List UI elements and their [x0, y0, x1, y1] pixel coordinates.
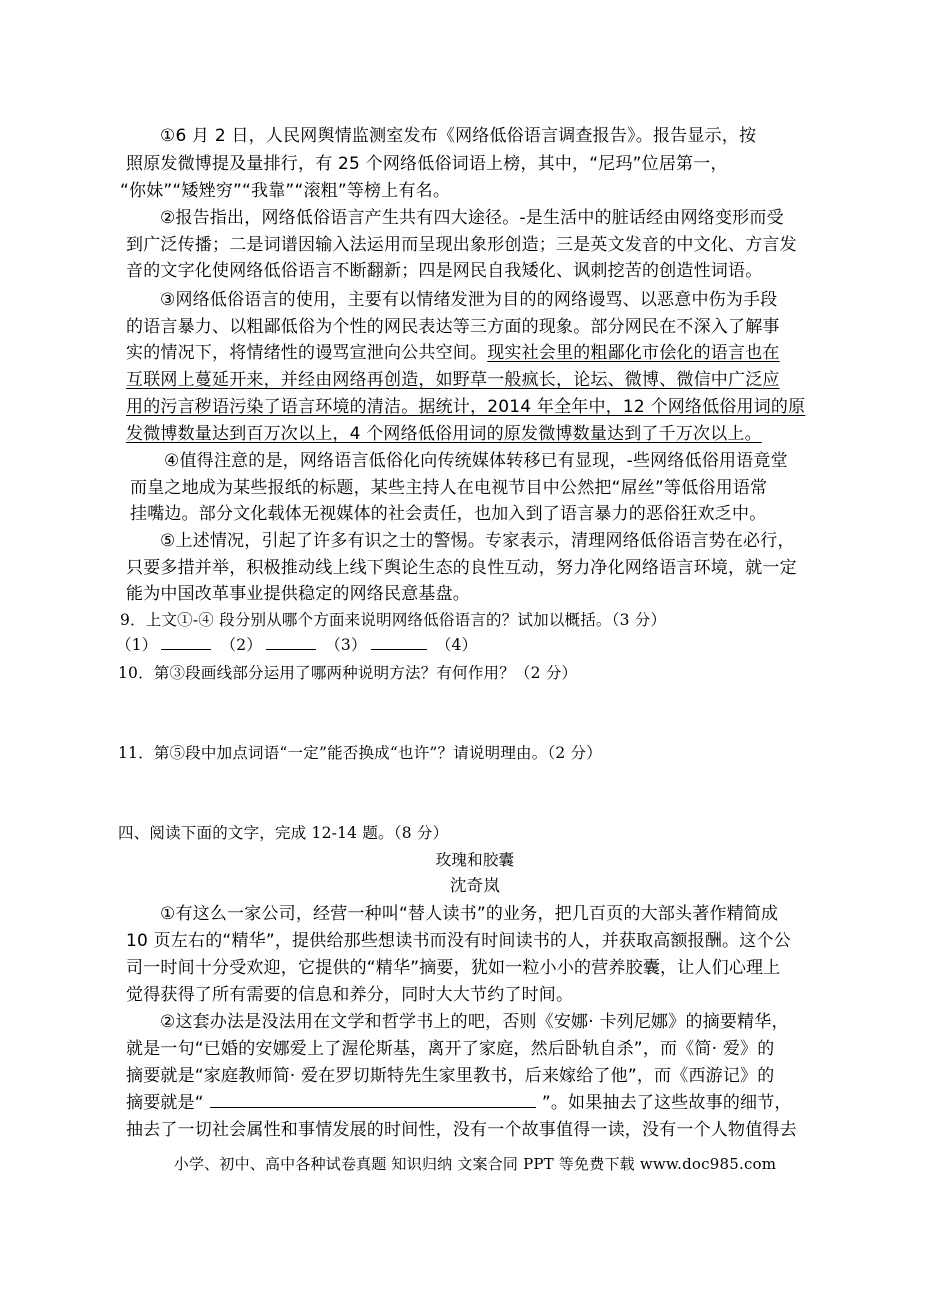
p4-line-1: ④值得注意的是，网络语言低俗化向传统媒体转移已有显现，-些网络低俗用语竟堂 [164, 451, 788, 471]
answer-blank-1[interactable] [161, 635, 211, 650]
s4-p1-line-4: 觉得获得了所有需要的信息和养分，同时大大节约了时间。 [126, 985, 574, 1005]
p1-line-3: “你妹”“矮矬穷”“我靠”“滚粗”等榜上有名。 [120, 181, 451, 201]
p1-line-1: ①6 月 2 日，人民网舆情监测室发布《网络低俗语言调查报告》。报告显示，按 [160, 126, 757, 146]
p1-line-2: 照原发微博提及量排行，有 25 个网络低俗词语上榜，其中，“尼玛”位居第一， [126, 154, 728, 174]
s4-p2-line-1: ②这套办法是没法用在文学和哲学书上的吧，否则《安娜· 卡列尼娜》的摘要精华， [160, 1012, 789, 1032]
blank-label-3: （3） [325, 636, 367, 654]
s4-p1-line-2: 10 页左右的“精华”，提供给那些想读书而没有时间读书的人，并获取高额报酬。这个公 [126, 931, 791, 951]
p4-line-3: 挂嘴边。部分文化载体无视媒体的社会责任，也加入到了语言暴力的恶俗狂欢乏中。 [130, 504, 767, 524]
p3-line-3-plain: 实的情况下，将情绪性的谩骂宣泄向公共空间。 [126, 343, 488, 363]
p3-underlined-line-1: 互联网上蔓延开来，并经由网络再创造，如野草一般疯长，论坛、微博、微信中广泛应 [126, 370, 780, 390]
p2-line-3: 音的文字化使网络低俗语言不断翻新；四是网民自我矮化、讽刺挖苦的创造性词语。 [126, 261, 763, 281]
question-9-blanks [116, 634, 477, 656]
blank-label-4: （4） [435, 636, 478, 654]
p3-underlined-line-2: 用的污言秽语污染了语言环境的清洁。据统计，2014 年全年中，12 个网络低俗用词的原 [126, 397, 806, 417]
p3-line-3-underlined: 现实社会里的粗鄙化市侩化的语言也在 [487, 343, 780, 363]
p3-line-3 [126, 342, 780, 364]
p2-line-1: ②报告指出，网络低俗语言产生共有四大途径。-是生活中的脏话经由网络变形而受 [160, 208, 784, 228]
page-footer: 小学、初中、高中各种试卷真题 知识归纳 文案合同 PPT 等免费下载 www.doc985.com [173, 1155, 777, 1173]
s4-p1-line-3: 司一时间十分受欢迎，它提供的“精华”摘要，犹如一粒小小的营养胶囊，让人们心理上 [126, 958, 781, 978]
blank-label-2: （2） [220, 636, 263, 654]
p5-line-3: 能为中国改革事业提供稳定的网络民意基盘。 [126, 584, 470, 604]
p5-line-1: ⑤上述情况，引起了许多有识之士的警惕。专家表示，清理网络低俗语言势在必行， [160, 531, 795, 551]
answer-blank-3[interactable] [371, 635, 427, 650]
story-title: 玫瑰和胶囊 [435, 851, 515, 869]
question-9: 9．上文①-④ 段分别从哪个方面来说明网络低俗语言的？试加以概括。（3 分） [120, 611, 667, 629]
s4-p2-line-5: 抽去了一切社会属性和事情发展的时间性，没有一个故事值得一读，没有一个人物值得去 [126, 1120, 797, 1140]
blank-label-1: （1） [116, 636, 158, 654]
p2-line-2: 到广泛传播；二是词谱因输入法运用而呈现出象形创造；三是英文发音的中文化、方言发 [126, 235, 797, 255]
s4-p1-line-1: ①有这么一家公司，经营一种叫“替人读书”的业务，把几百页的大部头著作精简成 [160, 904, 779, 924]
p5-line-2: 只要多措并举，积极推动线上线下舆论生态的良性互动，努力净化网络语言环境，就一定 [126, 558, 797, 578]
question-11: 11．第⑤段中加点词语“一定”能否换成“也许”？请说明理由。（2 分） [118, 744, 602, 762]
story-author: 沈奇岚 [449, 876, 501, 895]
question-10: 10．第③段画线部分运用了哪两种说明方法？有何作用？（2 分） [118, 664, 578, 682]
answer-blank-2[interactable] [266, 635, 316, 650]
section-4-heading: 四、阅读下面的文字，完成 12-14 题。（8 分） [118, 824, 449, 842]
answer-blank-xiyouji[interactable] [210, 1093, 536, 1108]
s4-p2-line-2: 就是一句“已婚的安娜爱上了渥伦斯基，离开了家庭，然后卧轨自杀”，而《简· 爱》的 [126, 1039, 775, 1059]
s4-p2-line-4-end: ”。如果抽去了这些故事的细节， [541, 1093, 792, 1113]
s4-p2-line-4-start: 摘要就是“ [126, 1093, 204, 1113]
p3-line-1: ③网络低俗语言的使用，主要有以情绪发泄为目的的网络谩骂、以恶意中伤为手段 [160, 290, 778, 310]
p4-line-2: 而皇之地成为某些报纸的标题，某些主持人在电视节目中公然把“屌丝”等低俗用语常 [130, 478, 768, 498]
s4-p2-line-3: 摘要就是“家庭教师简· 爱在罗切斯特先生家里教书，后来嫁给了他”，而《西游记》的 [126, 1066, 775, 1086]
s4-p2-line-4 [126, 1092, 792, 1114]
p3-line-2: 的语言暴力、以粗鄙低俗为个性的网民表达等三方面的现象。部分网民在不深入了解事 [126, 317, 780, 337]
p3-underlined-line-3: 发微博数量达到百万次以上，4 个网络低俗用词的原发微博数量达到了千万次以上。 [126, 424, 762, 444]
